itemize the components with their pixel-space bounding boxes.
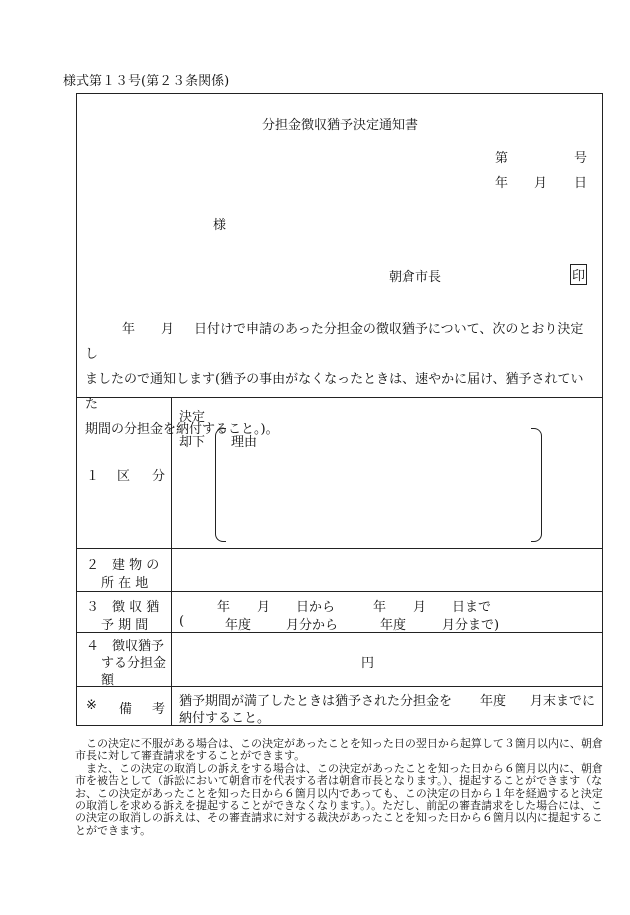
period-month-from: 月分から — [286, 618, 339, 633]
kubun-label-ku: 区 — [117, 469, 131, 484]
reason-label: 理由 — [231, 435, 258, 450]
remarks-mark: ※ — [86, 698, 97, 713]
addressee-honorific: 様 — [213, 218, 227, 233]
remarks-label-kou: 考 — [152, 702, 166, 717]
period-start-month: 月 — [257, 600, 271, 615]
body-line-3: 期間の分担金を納付すること。)。 — [85, 422, 279, 437]
seal-mark: 印 — [570, 264, 587, 285]
period-end-day: 日まで — [452, 600, 492, 615]
kubun-label-bun: 分 — [152, 469, 166, 484]
remarks-text-line1: 猶予期間が満了したときは猶予された分担金を 年度 月末までに — [179, 694, 596, 709]
date-day: 日 — [574, 176, 588, 191]
building-label-line1: ２ 建 物 の — [86, 558, 160, 573]
body-line-1: 年 月 日付けで申請のあった分担金の徴収猶予について、次のとおり決定し — [85, 322, 584, 362]
reason-bracket-left — [215, 428, 226, 542]
period-end-month: 月 — [413, 600, 427, 615]
period-fiscal-start: 年度 — [225, 618, 252, 633]
document-title: 分担金徴収猶予決定通知書 — [262, 118, 419, 133]
period-fiscal-end: 年度 — [380, 618, 407, 633]
note-paragraph: また、この決定の取消しの訴えをする場合は、この決定があったことを知った日から６箇月以内に、朝倉市を被告として（訴訟において朝倉市を代表する者は朝倉市長となります。）、提起することができます（なお、この決定があったことを知った日から６箇月以内であっても、この決定の日から１年を経過すると決定の取消しを求める訴えを提起することができなくなります。）。ただし、前記の審査請求をした場合には、この決定の取消しの訴えは、その審査請求に対する裁決があったことを知った日から６箇月以内に提起することができます。 — [75, 761, 603, 837]
period-start-year: 年 — [217, 600, 231, 615]
period-label-line2: 予 期 間 — [101, 618, 149, 633]
notice-form-frame — [76, 93, 603, 726]
kubun-number: １ — [86, 469, 100, 484]
amount-yen: 円 — [361, 656, 375, 671]
amount-label-line2: する分担金 — [101, 656, 167, 671]
amount-label-line3: 額 — [101, 673, 115, 688]
period-paren-open: ( — [179, 614, 185, 629]
row-divider — [77, 632, 602, 633]
notice-body — [85, 317, 595, 442]
number-go: 号 — [574, 151, 588, 166]
issuer-title: 朝倉市長 — [389, 270, 442, 285]
row-divider — [77, 548, 602, 549]
appeal-notes — [75, 738, 605, 837]
remarks-label-bi: 備 — [119, 702, 133, 717]
reason-bracket-right — [531, 428, 542, 542]
remarks-text-line2: 納付すること。 — [179, 711, 271, 726]
period-label-line1: ３ 徴 収 猶 — [86, 600, 160, 615]
option-kyakka: 却下 — [179, 435, 206, 450]
period-end-year: 年 — [373, 600, 387, 615]
option-kettei: 決定 — [179, 410, 206, 425]
row-divider — [77, 686, 602, 687]
number-dai: 第 — [495, 151, 509, 166]
body-line-2: ましたので通知します(猶予の事由がなくなったときは、速やかに届け、猶予されていた — [85, 372, 584, 412]
amount-label-line1: ４ 徴収猶予 — [86, 639, 165, 654]
column-divider — [171, 397, 172, 726]
row-divider — [77, 591, 602, 592]
period-start-day: 日から — [296, 600, 336, 615]
date-year: 年 — [495, 176, 509, 191]
date-month: 月 — [534, 176, 548, 191]
period-month-to: 月分まで) — [442, 618, 500, 633]
building-label-line2: 所 在 地 — [101, 576, 149, 591]
form-number-label: 様式第１３号(第２３条関係) — [63, 74, 230, 89]
note-paragraph: この決定に不服がある場合は、この決定があったことを知った日の翌日から起算して３箇月以内に、朝倉市長に対して審査請求をすることができます。 — [75, 737, 603, 763]
